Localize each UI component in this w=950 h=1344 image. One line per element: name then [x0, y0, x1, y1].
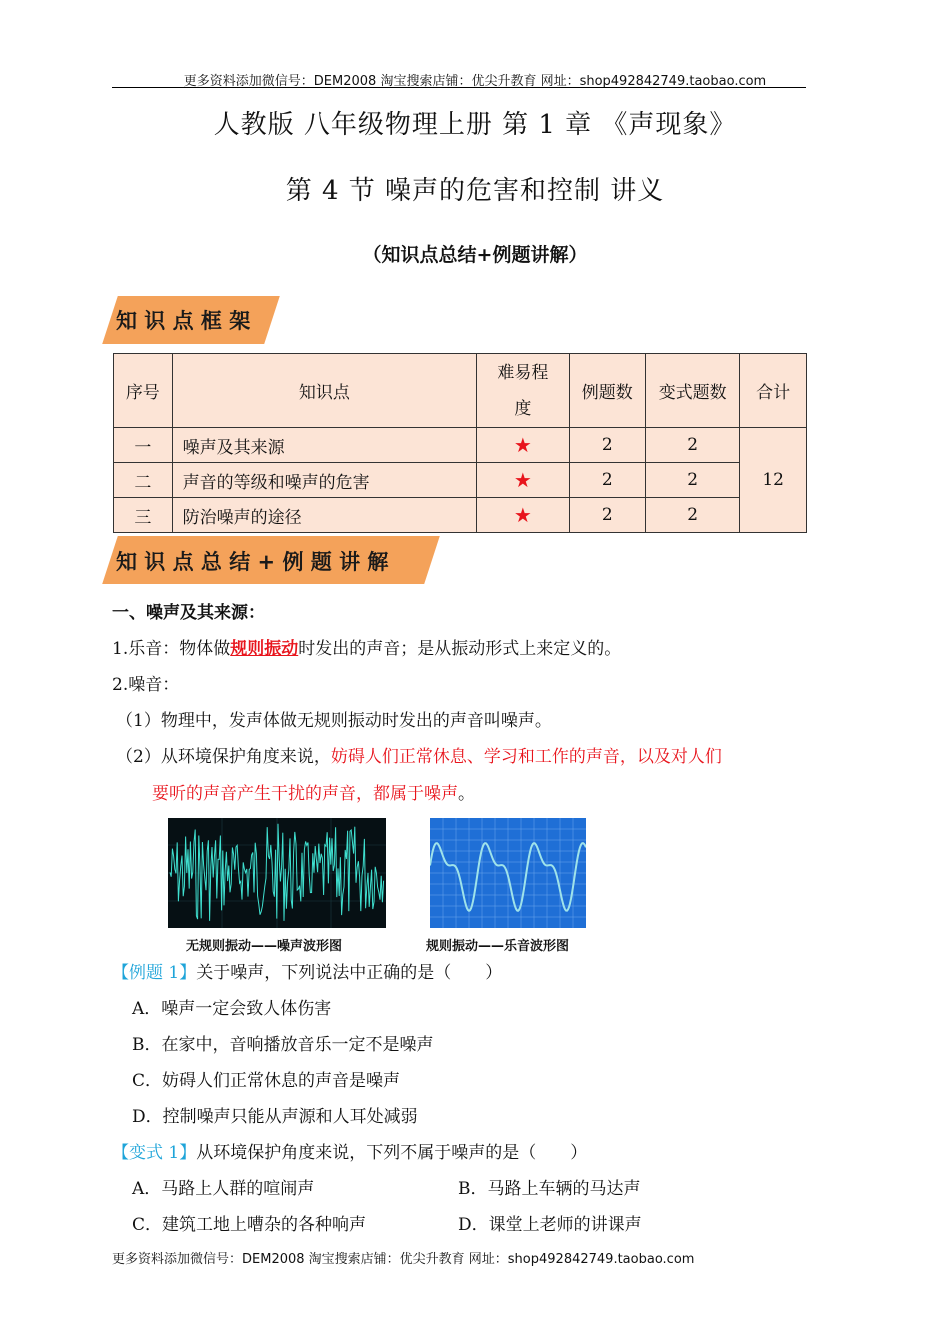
th-difficulty-line1: 难易程 [497, 362, 549, 383]
cell-examples: 2 [569, 498, 645, 533]
noise-definition-2-red: 妨碍人们正常休息、学习和工作的声音，以及对人们 [330, 747, 722, 767]
variant-1-tag: 【变式 1】 [112, 1143, 197, 1163]
th-variants: 变式题数 [646, 354, 740, 428]
doc-tagline: （知识点总结+例题讲解） [362, 244, 588, 266]
paragraph-music [112, 634, 621, 659]
variant-1-text: 从环境保护角度来说，下列不属于噪声的是（ ） [196, 1143, 588, 1163]
banner-summary: 知 识 点 总 结 + 例 题 讲 解 [116, 550, 389, 574]
noise-definition-2-red-cont: 要听的声音产生干扰的声音，都属于噪声 [152, 784, 458, 804]
th-difficulty-line2: 度 [514, 398, 532, 419]
th-difficulty [477, 354, 569, 428]
noise-waveform-image [168, 818, 386, 928]
cell-difficulty: ★ [477, 463, 569, 498]
cell-difficulty: ★ [477, 428, 569, 463]
cell-no: 一 [114, 428, 173, 463]
header-divider [112, 87, 806, 88]
th-examples: 例题数 [569, 354, 645, 428]
cell-variants: 2 [646, 428, 740, 463]
variant-1-option-b: B．马路上车辆的马达声 [458, 1179, 641, 1199]
variant-1-question [112, 1138, 587, 1163]
cell-variants: 2 [646, 463, 740, 498]
noise-definition-2-cont [152, 779, 475, 804]
paragraph-music-suffix: 时发出的声音；是从振动形式上来定义的。 [298, 639, 622, 659]
variant-1-option-d: D．课堂上老师的讲课声 [458, 1215, 642, 1235]
noise-caption: 无规则振动——噪声波形图 [186, 939, 343, 954]
noise-definition-2 [116, 742, 722, 767]
music-waveform-image [430, 818, 586, 928]
cell-examples: 2 [569, 463, 645, 498]
doc-subtitle: 第 4 节 噪声的危害和控制 讲义 [285, 176, 665, 206]
example-1-question [112, 958, 502, 983]
th-total: 合计 [740, 354, 807, 428]
variant-1-option-a: A．马路上人群的喧闹声 [132, 1179, 315, 1199]
cell-topic: 声音的等级和噪声的危害 [172, 463, 477, 498]
music-caption: 规则振动——乐音波形图 [426, 939, 570, 954]
cell-total: 12 [740, 428, 807, 533]
page-footer: 更多资料添加微信号：DEM2008 淘宝搜索店铺：优尖升教育 网址：shop492842749.taobao.com [112, 1252, 695, 1267]
cell-no: 三 [114, 498, 173, 533]
example-1-option-d: D．控制噪声只能从声源和人耳处减弱 [132, 1107, 418, 1127]
banner-framework: 知 识 点 框 架 [116, 309, 251, 333]
example-1-text: 关于噪声，下列说法中正确的是（ ） [196, 963, 503, 983]
example-1-option-b: B．在家中，音响播放音乐一定不是噪声 [132, 1035, 434, 1055]
section-heading: 一、噪声及其来源： [112, 603, 265, 623]
noise-definition-2-end: 。 [458, 784, 475, 804]
example-1-tag: 【例题 1】 [112, 963, 197, 983]
th-topic: 知识点 [172, 354, 477, 428]
cell-examples: 2 [569, 428, 645, 463]
variant-1-option-c: C．建筑工地上嘈杂的各种响声 [132, 1215, 367, 1235]
noise-definition-1: （1）物理中，发声体做无规则振动时发出的声音叫噪声。 [116, 711, 552, 731]
paragraph-music-prefix: 1.乐音：物体做 [112, 639, 231, 659]
paragraph-noise: 2.噪音： [112, 675, 180, 695]
noise-definition-2-prefix: （2）从环境保护角度来说， [116, 747, 331, 767]
table-row [114, 498, 807, 533]
cell-difficulty: ★ [477, 498, 569, 533]
cell-variants: 2 [646, 498, 740, 533]
cell-no: 二 [114, 463, 173, 498]
cell-topic: 噪声及其来源 [172, 428, 477, 463]
table-row [114, 428, 807, 463]
th-no: 序号 [114, 354, 173, 428]
page-header: 更多资料添加微信号：DEM2008 淘宝搜索店铺：优尖升教育 网址：shop492842749.taobao.com [183, 74, 767, 89]
table-row [114, 463, 807, 498]
example-1-option-a: A．噪声一定会致人体伤害 [132, 999, 332, 1019]
cell-topic: 防治噪声的途径 [172, 498, 477, 533]
knowledge-table [113, 353, 807, 533]
doc-title: 人教版 八年级物理上册 第 1 章 《声现象》 [213, 110, 737, 140]
example-1-option-c: C．妨碍人们正常休息的声音是噪声 [132, 1071, 401, 1091]
highlight-regular-vibration: 规则振动 [230, 639, 299, 659]
